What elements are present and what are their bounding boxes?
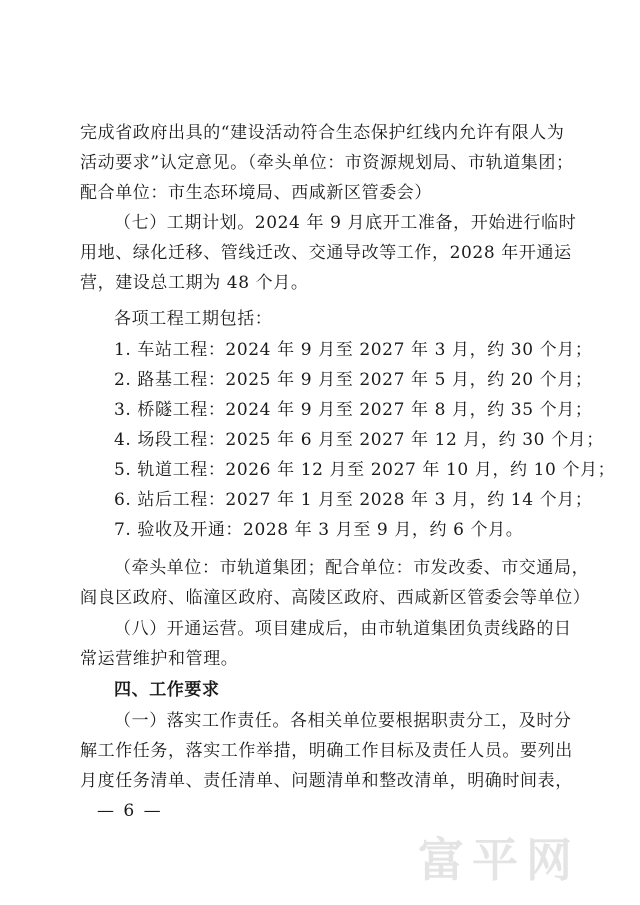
body-line: 解工作任务，落实工作举措，明确工作目标及责任人员。要列出: [80, 741, 573, 761]
schedule-item: 7. 验收及开通：2028 年 3 月至 9 月，约 6 个月。: [114, 520, 524, 540]
body-line: 活动要求”认定意见。（牵头单位：市资源规划局、市轨道集团；: [80, 153, 574, 173]
body-line: 完成省政府出具的“建设活动符合生态保护红线内允许有限人为: [80, 123, 565, 143]
page-number: — 6 —: [97, 801, 163, 821]
body-line: 用地、绿化迁移、管线迁改、交通导改等工作，2028 年开通运: [80, 243, 572, 263]
schedule-item: 3. 桥隧工程：2024 年 9 月至 2027 年 8 月，约 35 个月；: [114, 400, 593, 420]
schedule-item: 1. 车站工程：2024 年 9 月至 2027 年 3 月，约 30 个月；: [114, 340, 593, 360]
work-requirement-line: （一）落实工作责任。各相关单位要根据职责分工，及时分: [114, 711, 572, 731]
schedule-item: 2. 路基工程：2025 年 9 月至 2027 年 5 月，约 20 个月；: [114, 370, 593, 390]
body-line: 配合单位：市生态环境局、西咸新区管委会）: [80, 183, 432, 203]
section-seven-line: （七）工期计划。2024 年 9 月底开工准备，开始进行临时: [114, 213, 577, 233]
watermark-logo: 富平网: [418, 833, 580, 887]
schedule-item: 6. 站后工程：2027 年 1 月至 2028 年 3 月，约 14 个月；: [114, 490, 593, 510]
body-line: 月度任务清单、责任清单、问题清单和整改清单，明确时间表，: [80, 771, 573, 791]
section-heading: 四、工作要求: [114, 680, 220, 700]
schedule-item: 4. 场段工程：2025 年 6 月至 2027 年 12 月，约 30 个月；: [114, 430, 604, 450]
body-line: 营，建设总工期为 48 个月。: [80, 273, 309, 293]
responsibility-note: 阎良区政府、临潼区政府、高陵区政府、西咸新区管委会等单位）: [80, 588, 591, 608]
schedule-item: 5. 轨道工程：2026 年 12 月至 2027 年 10 月，约 10 个月；: [114, 460, 616, 480]
responsibility-note: （牵头单位：市轨道集团；配合单位：市发改委、市交通局，: [114, 558, 590, 578]
section-eight-line: （八）开通运营。项目建成后，由市轨道集团负责线路的日: [114, 619, 572, 639]
schedule-intro: 各项工程工期包括：: [114, 309, 273, 329]
body-line: 常运营维护和管理。: [80, 649, 239, 669]
